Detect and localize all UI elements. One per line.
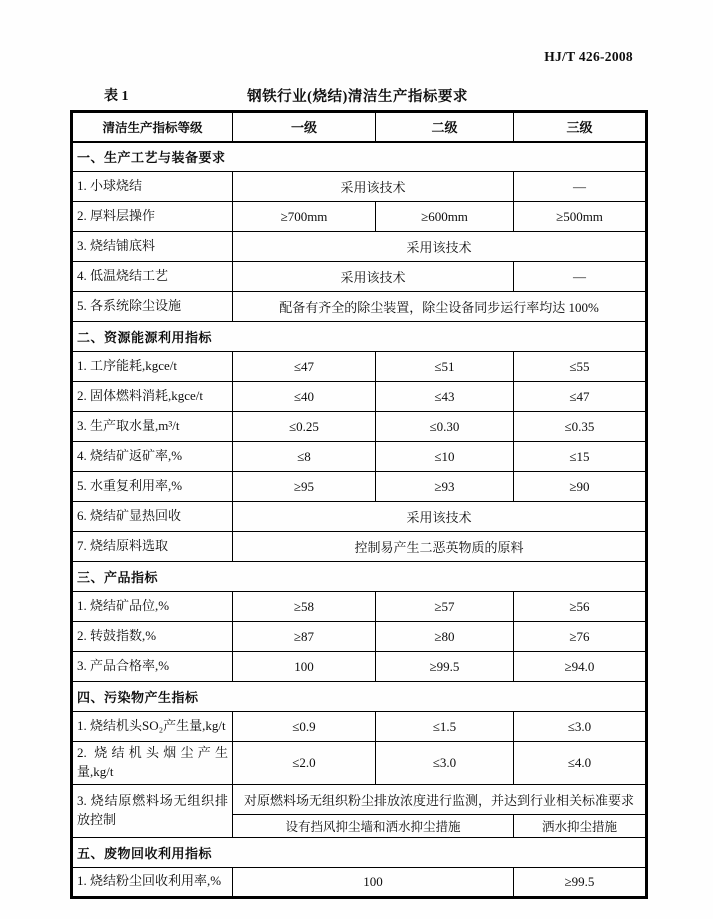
value-cell: ≤47 bbox=[233, 352, 376, 382]
section-header: 一、生产工艺与装备要求 bbox=[72, 142, 647, 172]
indicators-table-body bbox=[72, 142, 647, 898]
value-cell: ≤10 bbox=[376, 442, 514, 472]
value-cell: 100 bbox=[233, 652, 376, 682]
row-label: 6. 烧结矿显热回收 bbox=[72, 502, 233, 532]
section-row bbox=[72, 837, 647, 867]
section-row bbox=[72, 142, 647, 172]
value-cell: ≥700mm bbox=[233, 202, 376, 232]
row-label: 1. 小球烧结 bbox=[72, 172, 233, 202]
row-label: 2. 烧结机头烟尘产生量,kg/t bbox=[72, 742, 233, 785]
table-row bbox=[72, 232, 647, 262]
value-cell: — bbox=[514, 262, 647, 292]
row-label: 4. 烧结矿返矿率,% bbox=[72, 442, 233, 472]
table-row bbox=[72, 867, 647, 897]
section-row bbox=[72, 322, 647, 352]
value-cell: ≥500mm bbox=[514, 202, 647, 232]
row-label: 5. 水重复利用率,% bbox=[72, 472, 233, 502]
table-row bbox=[72, 412, 647, 442]
section-row bbox=[72, 562, 647, 592]
value-cell: ≥95 bbox=[233, 472, 376, 502]
row-label: 1. 烧结机头SO₂产生量,kg/t bbox=[72, 712, 233, 742]
value-cell: 配备有齐全的除尘装置，除尘设备同步运行率均达 100% bbox=[233, 292, 647, 322]
table-row bbox=[72, 262, 647, 292]
column-header-grade: 清洁生产指标等级 bbox=[72, 112, 233, 142]
table-number: 表 1 bbox=[104, 89, 129, 104]
value-cell: ≤0.9 bbox=[233, 712, 376, 742]
table-row bbox=[72, 742, 647, 785]
value-cell: ≤1.5 bbox=[376, 712, 514, 742]
value-cell: ≥99.5 bbox=[376, 652, 514, 682]
value-cell: ≤3.0 bbox=[376, 742, 514, 785]
doc-number: HJ/T 426-2008 bbox=[544, 49, 633, 64]
value-cell: ≥600mm bbox=[376, 202, 514, 232]
value-cell: ≤47 bbox=[514, 382, 647, 412]
table-row bbox=[72, 622, 647, 652]
row-label: 4. 低温烧结工艺 bbox=[72, 262, 233, 292]
column-header-level3: 三级 bbox=[514, 112, 647, 142]
value-cell: ≥94.0 bbox=[514, 652, 647, 682]
table-row bbox=[72, 592, 647, 622]
value-cell: ≥80 bbox=[376, 622, 514, 652]
table-row bbox=[72, 292, 647, 322]
value-cell: 采用该技术 bbox=[233, 262, 514, 292]
table-row bbox=[72, 352, 647, 382]
row-label: 7. 烧结原料选取 bbox=[72, 532, 233, 562]
value-cell: ≤0.30 bbox=[376, 412, 514, 442]
value-cell: ≤0.35 bbox=[514, 412, 647, 442]
section-row bbox=[72, 682, 647, 712]
value-cell: ≥90 bbox=[514, 472, 647, 502]
value-cell: ≤8 bbox=[233, 442, 376, 472]
value-cell: 设有挡风抑尘墙和洒水抑尘措施 bbox=[233, 814, 514, 837]
row-label: 5. 各系统除尘设施 bbox=[72, 292, 233, 322]
value-cell: ≥58 bbox=[233, 592, 376, 622]
row-label: 1. 工序能耗,kgce/t bbox=[72, 352, 233, 382]
value-cell: ≤15 bbox=[514, 442, 647, 472]
section-header: 四、污染物产生指标 bbox=[72, 682, 647, 712]
column-header-level1: 一级 bbox=[233, 112, 376, 142]
value-cell: — bbox=[514, 172, 647, 202]
row-label: 1. 烧结矿品位,% bbox=[72, 592, 233, 622]
value-cell: 100 bbox=[233, 867, 514, 897]
value-cell: ≤3.0 bbox=[514, 712, 647, 742]
row-label: 3. 烧结原燃料场无组织排放控制 bbox=[72, 784, 233, 837]
value-cell: 控制易产生二恶英物质的原料 bbox=[233, 532, 647, 562]
table-row bbox=[72, 502, 647, 532]
value-cell: ≥56 bbox=[514, 592, 647, 622]
section-header: 二、资源能源利用指标 bbox=[72, 322, 647, 352]
indicators-table bbox=[70, 110, 648, 899]
row-label: 2. 转鼓指数,% bbox=[72, 622, 233, 652]
table-header bbox=[72, 112, 647, 142]
table-row bbox=[72, 442, 647, 472]
value-cell: ≥57 bbox=[376, 592, 514, 622]
row-label: 1. 烧结粉尘回收利用率,% bbox=[72, 867, 233, 897]
header-row bbox=[72, 112, 647, 142]
section-header: 三、产品指标 bbox=[72, 562, 647, 592]
row-label: 3. 产品合格率,% bbox=[72, 652, 233, 682]
value-cell: 采用该技术 bbox=[233, 502, 647, 532]
table-row bbox=[72, 472, 647, 502]
table-title: 钢铁行业(烧结)清洁生产指标要求 bbox=[247, 89, 468, 105]
value-cell: 采用该技术 bbox=[233, 172, 514, 202]
table-row bbox=[72, 382, 647, 412]
value-cell: ≤0.25 bbox=[233, 412, 376, 442]
table-row bbox=[72, 652, 647, 682]
table-row bbox=[72, 712, 647, 742]
row-label: 3. 烧结铺底料 bbox=[72, 232, 233, 262]
column-header-level2: 二级 bbox=[376, 112, 514, 142]
row-label: 3. 生产取水量,m³/t bbox=[72, 412, 233, 442]
value-cell: ≤55 bbox=[514, 352, 647, 382]
table-caption bbox=[70, 85, 645, 105]
section-header: 五、废物回收利用指标 bbox=[72, 837, 647, 867]
row-label: 2. 厚料层操作 bbox=[72, 202, 233, 232]
value-cell: ≥99.5 bbox=[514, 867, 647, 897]
value-cell: ≤4.0 bbox=[514, 742, 647, 785]
value-cell: ≤40 bbox=[233, 382, 376, 412]
value-cell: ≤2.0 bbox=[233, 742, 376, 785]
value-cell: 对原燃料场无组织粉尘排放浓度进行监测，并达到行业相关标准要求 bbox=[233, 784, 647, 814]
table-row bbox=[72, 202, 647, 232]
table-row bbox=[72, 532, 647, 562]
value-cell: 洒水抑尘措施 bbox=[514, 814, 647, 837]
table-row bbox=[72, 784, 647, 814]
table-row bbox=[72, 172, 647, 202]
value-cell: ≤43 bbox=[376, 382, 514, 412]
value-cell: ≥93 bbox=[376, 472, 514, 502]
value-cell: ≥87 bbox=[233, 622, 376, 652]
value-cell: ≥76 bbox=[514, 622, 647, 652]
value-cell: 采用该技术 bbox=[233, 232, 647, 262]
row-label: 2. 固体燃料消耗,kgce/t bbox=[72, 382, 233, 412]
value-cell: ≤51 bbox=[376, 352, 514, 382]
